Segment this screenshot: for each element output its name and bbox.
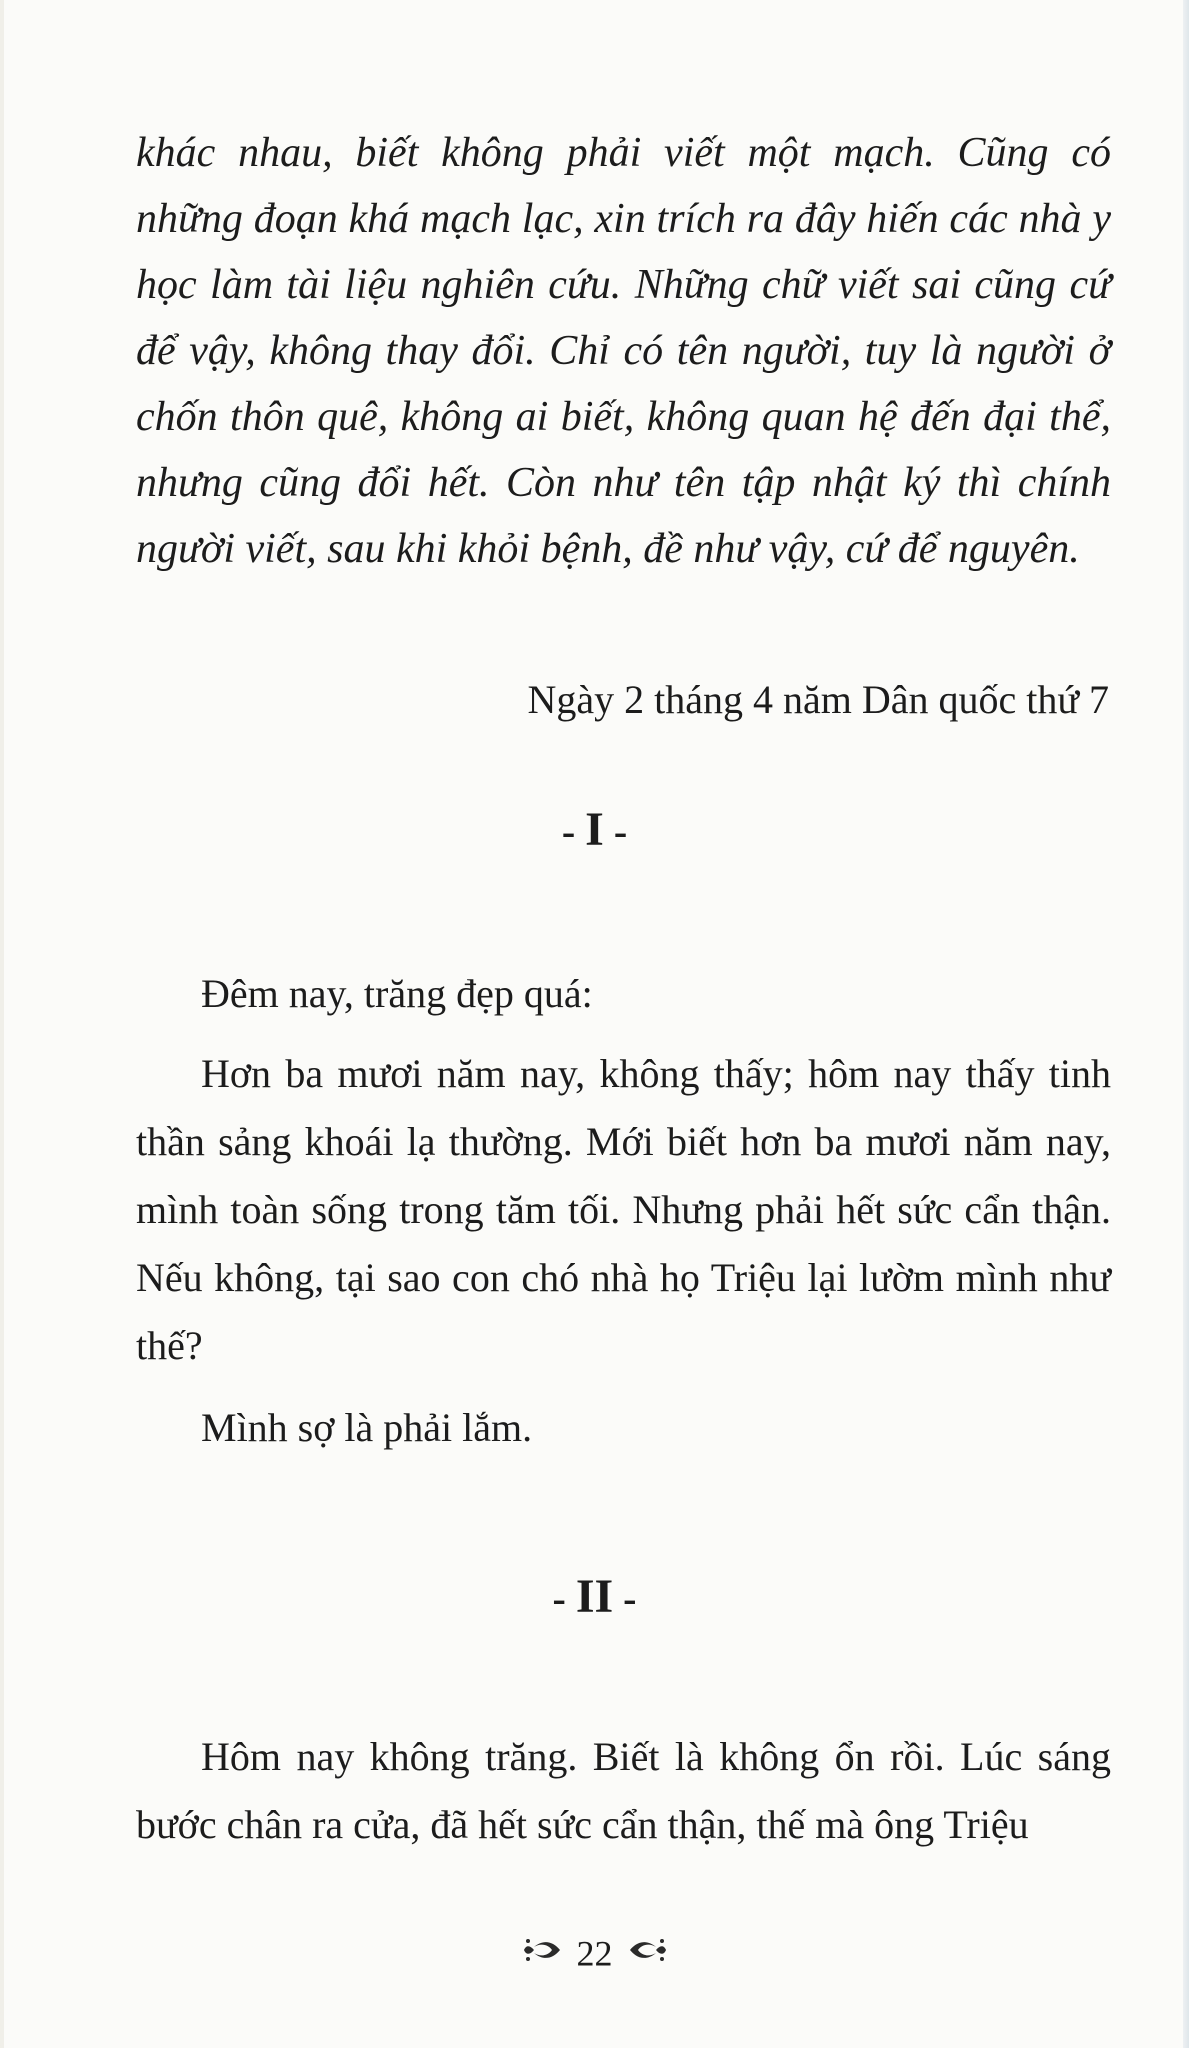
date-line: Ngày 2 tháng 4 năm Dân quốc thứ 7 bbox=[527, 677, 1109, 722]
paragraph: Mình sợ là phải lắm. bbox=[201, 1405, 533, 1450]
page-footer bbox=[0, 1925, 1189, 1979]
page-number: 22 bbox=[576, 1933, 613, 1974]
intro-paragraph: khác nhau, biết không phải viết một mạch. Cũng có những đoạn khá mạch lạc, xin trích ra đây hiến các nhà y học làm tài liệu nghiên cứu. Những chữ viết sai cũng cứ để vậy, không thay đổi. Chỉ có tên người, tuy là người ở chốn thôn quê, không ai biết, không quan hệ đến đại thể, nhưng cũng đổi hết. Còn như tên tập nhật ký thì chính người viết, sau khi khỏi bệnh, đề như vậy, cứ để nguyên. bbox=[136, 130, 1111, 572]
section-heading-2 bbox=[0, 1567, 1189, 1629]
leaf-ornament-right-icon bbox=[628, 1929, 668, 1979]
paragraph: Hơn ba mươi năm nay, không thấy; hôm nay thấy tinh thần sảng khoái lạ thường. Mới biết hơn ba mươi năm nay, mình toàn sống trong tăm tối. Nhưng phải hết sức cẩn thận. Nếu không, tại sao con chó nhà họ Triệu lại lườm mình như thế? bbox=[136, 1051, 1111, 1368]
page-right-edge bbox=[1183, 0, 1189, 2048]
leaf-ornament-left-icon bbox=[522, 1929, 562, 1979]
paragraph: Hôm nay không trăng. Biết là không ổn rồi. Lúc sáng bước chân ra cửa, đã hết sức cẩn thận, thế mà ông Triệu bbox=[136, 1734, 1111, 1847]
paragraph: Đêm nay, trăng đẹp quá: bbox=[201, 971, 593, 1016]
heading-dash-right: - bbox=[623, 1576, 637, 1621]
section-heading-1 bbox=[0, 800, 1189, 862]
page-left-edge bbox=[0, 0, 4, 2048]
heading-dash-left: - bbox=[552, 1576, 566, 1621]
heading-dash-right: - bbox=[613, 809, 628, 854]
section-numeral: II bbox=[575, 1570, 614, 1623]
heading-dash-left: - bbox=[561, 809, 576, 854]
section-numeral: I bbox=[585, 803, 604, 856]
